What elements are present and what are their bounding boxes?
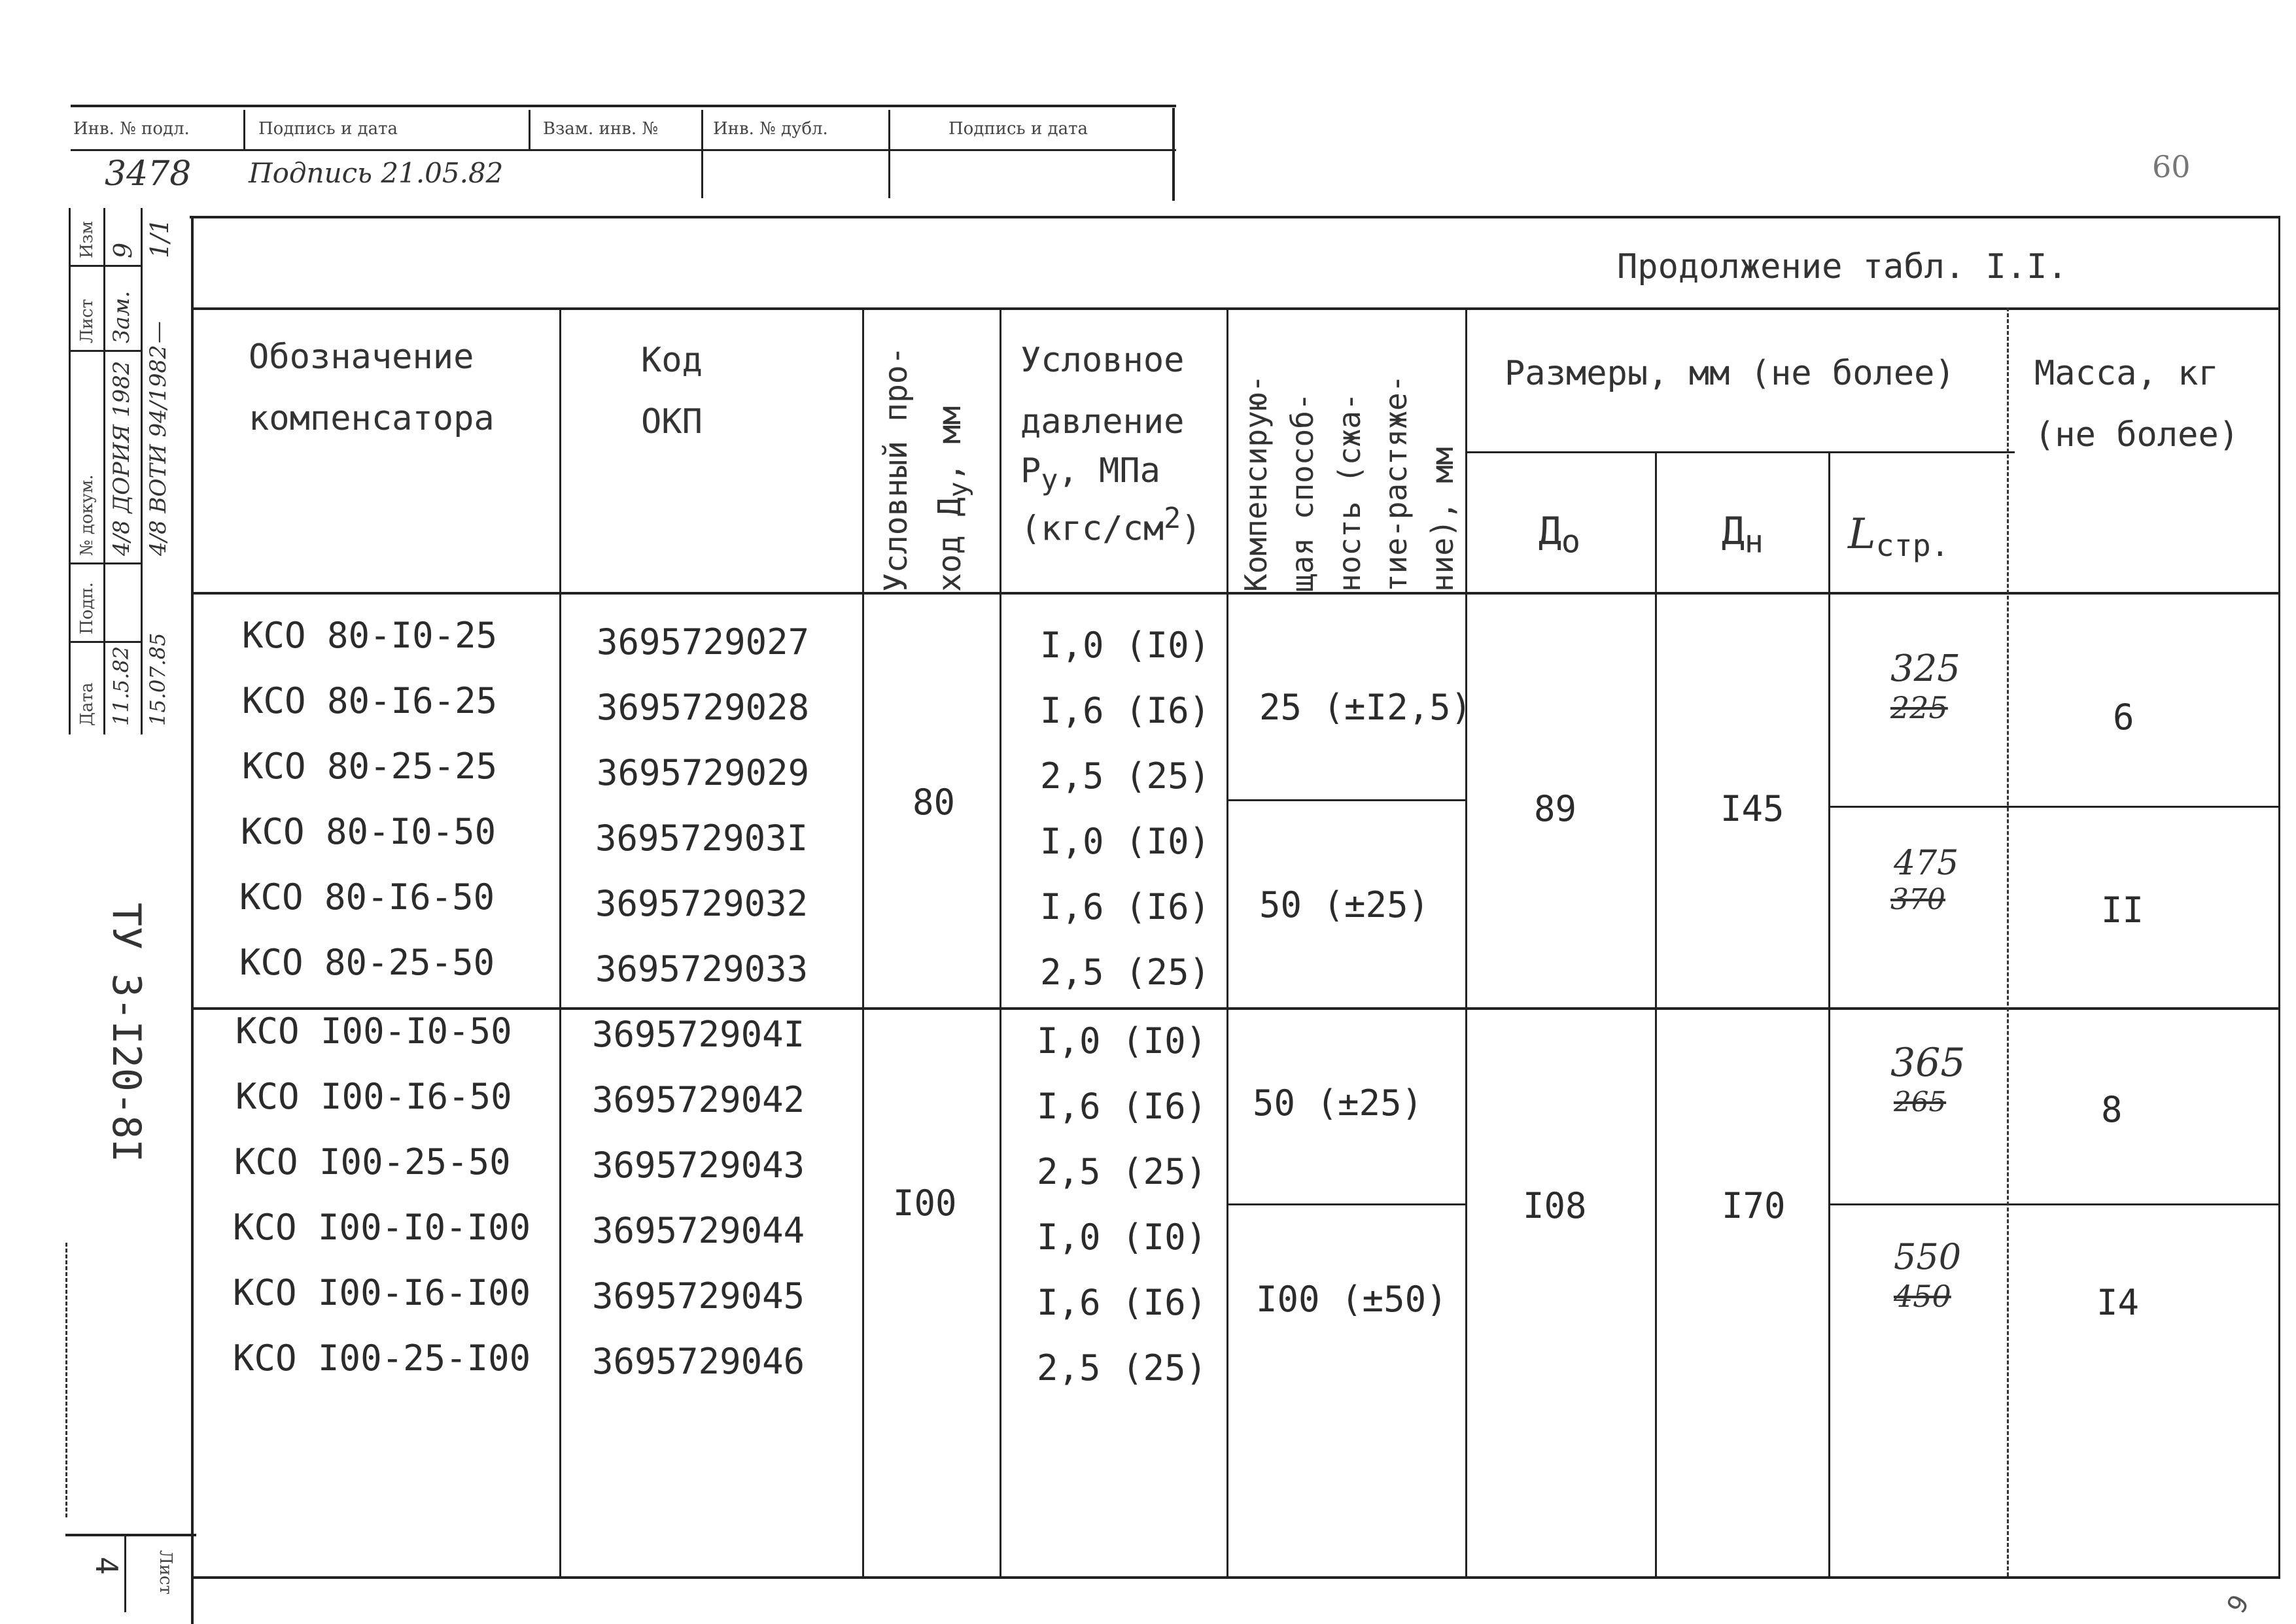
header-lstr: $L_{стр.}$ [1848, 510, 1949, 564]
spec-code: ТУ 3-I20-8I [103, 903, 149, 1163]
compensation-value: 50 (±25) [1253, 1082, 1423, 1124]
row-code: 3695729042 [592, 1079, 805, 1120]
header-dh: $Д_н$ [1722, 509, 1764, 561]
row-designation: КСО I00-I0-I00 [233, 1207, 531, 1248]
header-designation: Обозначение компенсатора [249, 337, 495, 438]
side-row1-list: — [145, 321, 171, 343]
frame-left [191, 216, 194, 1624]
row-pressure: 2,5 (25) [1037, 1151, 1208, 1192]
length-corrected: 365 [1890, 1040, 1966, 1086]
mass-value: 6 [2113, 697, 2134, 738]
dimension-dh: I70 [1722, 1185, 1786, 1226]
side-label-izm: Изм [77, 220, 97, 258]
header-pressure: Условное давление $Р_у$, МПа $(кгс/см^2)$ [1020, 341, 1202, 549]
row-designation: КСО I00-I0-50 [235, 1011, 512, 1052]
stamp-header-signature-2: Подпись и дата [948, 119, 1088, 139]
header-d0: $Д_о$ [1539, 509, 1581, 561]
row-pressure: I,0 (I0) [1040, 821, 1211, 862]
row-designation: КСО I00-25-I00 [233, 1338, 531, 1379]
row-designation: КСО 80-I6-50 [239, 876, 495, 918]
sheet-label: Лист [156, 1550, 175, 1595]
header-compensation: Компенсирую- щая способ- ность (сжа- тие-растяже- ние), мм [1238, 374, 1461, 592]
row-designation: КСО I00-I6-50 [235, 1076, 512, 1117]
row-designation: КСО 80-I0-25 [242, 615, 498, 656]
continuation-title: Продолжение табл. I.I. [1617, 247, 2068, 286]
row-pressure: I,0 (I0) [1037, 1020, 1208, 1062]
page-number: 60 [2152, 149, 2191, 184]
side-label-list: Лист [77, 299, 97, 343]
compensation-value: 50 (±25) [1259, 884, 1430, 925]
length-corrected: 475 [1894, 844, 1959, 883]
mass-value: I4 [2096, 1282, 2140, 1323]
row-pressure: I,0 (I0) [1040, 625, 1211, 666]
length-corrected: 325 [1890, 648, 1960, 690]
row-code: 369572903I [595, 818, 809, 859]
row-designation: КСО 80-25-25 [242, 746, 498, 787]
row-designation: КСО I00-I6-I00 [233, 1272, 531, 1313]
stamp-header-inv-dubl: Инв. № дубл. [713, 119, 828, 139]
row-code: 3695729045 [592, 1275, 805, 1317]
length-original: 265 [1894, 1086, 1947, 1118]
side-row1-doc: 4/8 ВОТИ 94/1982 [145, 345, 171, 556]
row-pressure: I,0 (I0) [1037, 1217, 1208, 1258]
row-pressure: 2,5 (25) [1040, 952, 1211, 993]
length-original: 225 [1890, 690, 1948, 725]
row-code: 369572904I [592, 1014, 805, 1055]
side-row2-izm: 9 [109, 242, 137, 258]
stamp-inv-number: 3478 [105, 154, 192, 194]
row-code: 3695729044 [592, 1210, 805, 1251]
row-designation: КСО 80-I0-50 [241, 811, 496, 852]
corner-mark: 9 [2221, 1590, 2255, 1619]
nominal-diameter: 80 [913, 782, 956, 823]
side-row2-date: 11.5.82 [109, 646, 133, 726]
side-row1-izm: 1/1 [145, 218, 174, 258]
mass-value: II [2101, 890, 2144, 931]
side-label-signature: Подп. [77, 582, 97, 634]
row-code: 3695729028 [597, 687, 810, 728]
length-corrected: 550 [1894, 1236, 1962, 1277]
compensation-value: I00 (±50) [1256, 1279, 1448, 1320]
dimension-d0: 89 [1534, 788, 1577, 829]
row-designation: КСО 80-25-50 [239, 942, 495, 983]
sheet-number: 4 [89, 1557, 124, 1575]
length-original: 370 [1890, 883, 1945, 916]
side-row2-doc: 4/8 ДОРИЯ 1982 [109, 360, 135, 556]
row-code: 3695729033 [595, 948, 809, 990]
compensation-value: 25 (±I2,5) [1259, 687, 1472, 728]
row-pressure: 2,5 (25) [1037, 1347, 1208, 1389]
stamp-header-vzam: Взам. инв. № [543, 119, 658, 139]
row-pressure: I,6 (I6) [1040, 690, 1211, 731]
row-pressure: I,6 (I6) [1040, 886, 1211, 927]
stamp-signature-date: Подпись 21.05.82 [249, 157, 504, 189]
nominal-diameter: I00 [893, 1183, 957, 1224]
row-code: 3695729029 [597, 752, 810, 793]
row-pressure: I,6 (I6) [1037, 1086, 1208, 1127]
row-pressure: 2,5 (25) [1040, 755, 1211, 797]
header-mass: Масса, кг (не более) [2034, 354, 2240, 455]
dimension-d0: I08 [1523, 1185, 1587, 1226]
side-label-date: Дата [77, 682, 97, 726]
mass-value: 8 [2101, 1089, 2123, 1130]
dimension-dh: I45 [1720, 788, 1784, 829]
side-label-doc: № докум. [77, 474, 97, 556]
header-dimensions: Размеры, мм (не более) [1505, 354, 1955, 393]
side-row1-date: 15.07.85 [145, 632, 170, 726]
row-designation: КСО I00-25-50 [234, 1141, 511, 1183]
row-pressure: I,6 (I6) [1037, 1282, 1208, 1323]
header-code: Код ОКП [641, 341, 703, 441]
row-code: 3695729043 [592, 1145, 805, 1186]
row-code: 3695729027 [597, 621, 810, 663]
stamp-header-signature: Подпись и дата [258, 119, 398, 139]
row-code: 3695729032 [595, 883, 809, 924]
row-code: 3695729046 [592, 1341, 805, 1382]
header-nominal-diameter: Условный про- ход $Д_у$, мм [878, 346, 974, 592]
side-row2-list: Зам. [109, 290, 135, 343]
length-original: 450 [1894, 1279, 1951, 1314]
stamp-header-inv-podl: Инв. № подл. [73, 119, 190, 139]
row-designation: КСО 80-I6-25 [242, 680, 498, 721]
